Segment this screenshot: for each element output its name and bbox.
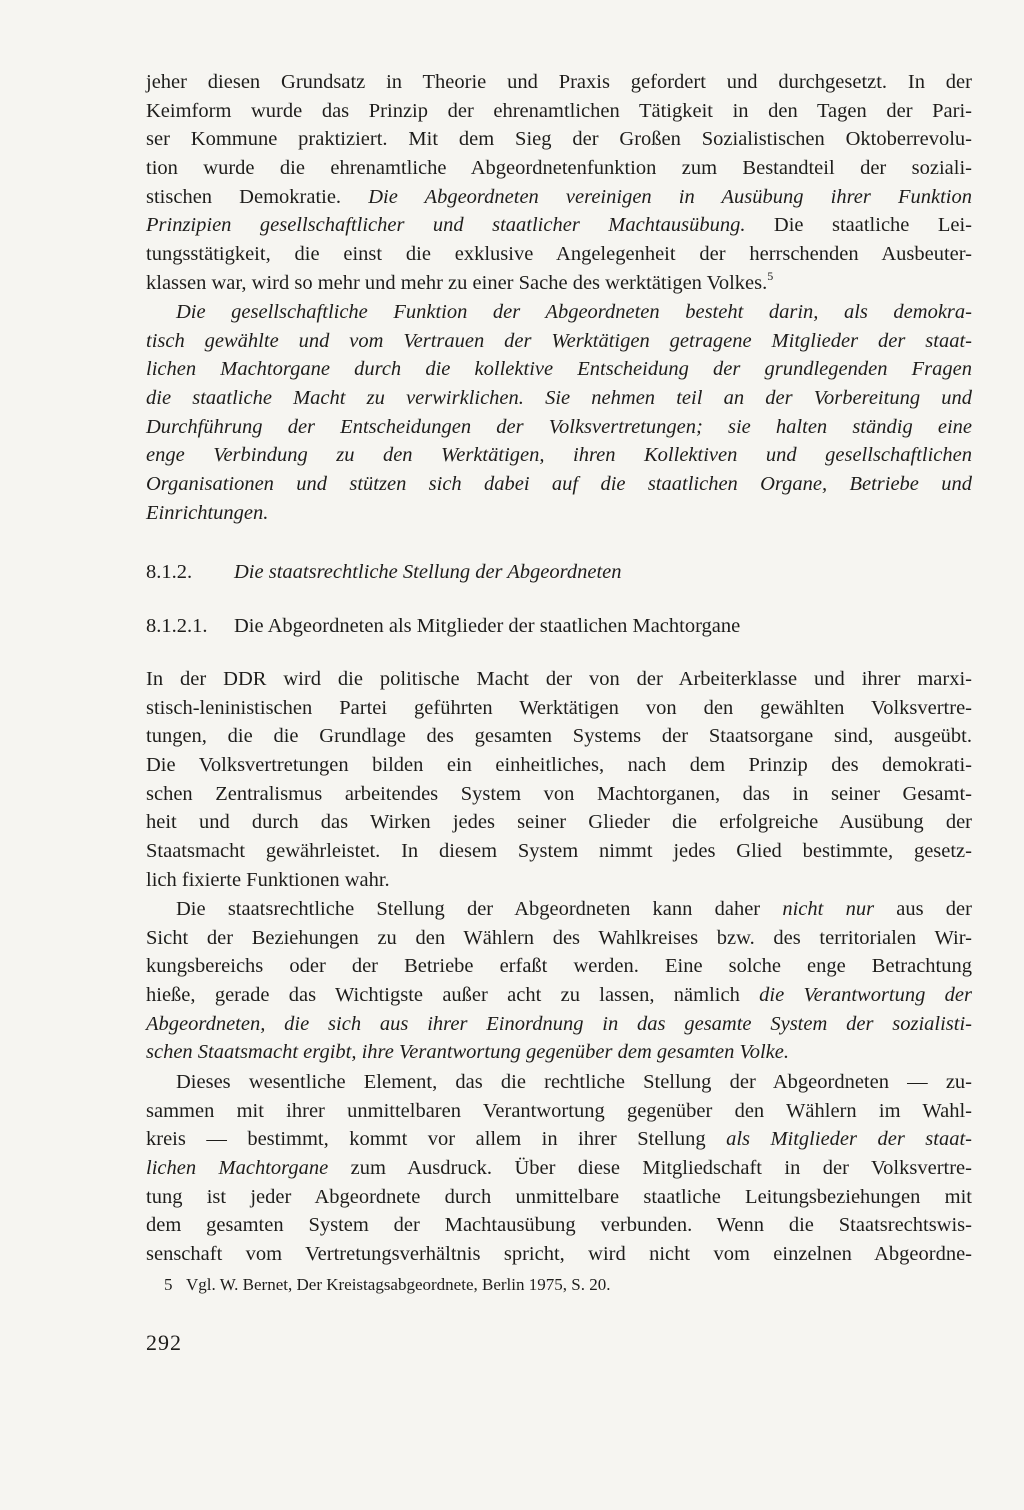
text-line: Einrichtungen. — [146, 501, 269, 524]
subsection-title: Die Abgeordneten als Mitglieder der staatlichen Machtorgane — [234, 615, 741, 637]
text-line: hieße, gerade das Wichtigste außer acht zu lassen, nämlich die Verantwortung der — [146, 984, 972, 1007]
paragraph-5 — [146, 1068, 972, 1269]
page-number: 292 — [146, 1330, 182, 1355]
text-line: Sicht der Beziehungen zu den Wählern des Wahlkreises bzw. des territorialen Wir- — [146, 926, 972, 949]
text-line: Die gesellschaftliche Funktion der Abgeordneten besteht darin, als demokra- — [176, 301, 972, 323]
section-title: Die staatsrechtliche Stellung der Abgeordneten — [234, 561, 622, 583]
text-line: Die staatsrechtliche Stellung der Abgeordneten kann daher nicht nur aus der — [176, 898, 972, 920]
paragraph-4 — [146, 895, 972, 1067]
text-line: In der DDR wird die politische Macht der von der Arbeiterklasse und ihrer marxi- — [146, 668, 972, 690]
text-line: enge Verbindung zu den Werktätigen, ihren Kollektiven und gesellschaftlichen — [146, 444, 972, 467]
footnote-text: Vgl. W. Bernet, Der Kreistagsabgeordnete, Berlin 1975, S. 20. — [186, 1275, 611, 1294]
footnote-number: 5 — [164, 1275, 173, 1294]
text-line: tung ist jeder Abgeordnete durch unmittelbare staatliche Leitungsbeziehungen mit — [146, 1185, 972, 1208]
text-line: kungsbereichs oder der Betriebe erfaßt werden. Eine solche enge Betrachtung — [146, 955, 972, 978]
text-line: stisch-leninistischen Partei geführten Werktätigen von den gewählten Volksvertre- — [146, 696, 972, 719]
text-line: sammen mit ihrer unmittelbaren Verantwortung gegenüber den Wählern im Wahl- — [146, 1099, 972, 1122]
text-line: tungen, die die Grundlage des gesamten Systems der Staatsorgane sind, ausgeübt. — [146, 725, 972, 748]
text-line: die staatliche Macht zu verwirklichen. Sie nehmen teil an der Vorbereitung und — [146, 387, 972, 410]
text-line: ser Kommune praktiziert. Mit dem Sieg der Großen Sozialistischen Oktoberrevolu- — [146, 128, 972, 151]
text-line: Dieses wesentliche Element, das die rechtliche Stellung der Abgeordneten — zu- — [176, 1071, 972, 1093]
text-line: Durchführung der Entscheidungen der Volksvertretungen; sie halten ständig eine — [146, 415, 972, 438]
text-line: dem gesamten System der Machtausübung verbunden. Wenn die Staatsrechtswis- — [146, 1214, 972, 1237]
text-line: schen Zentralismus arbeitendes System von Machtorganen, das in seiner Gesamt- — [146, 782, 972, 805]
text-line: kreis — bestimmt, kommt vor allem in ihrer Stellung als Mitglieder der staat- — [146, 1128, 972, 1151]
text-line: jeher diesen Grundsatz in Theorie und Praxis gefordert und durchgesetzt. In der — [146, 71, 972, 93]
text-line: klassen war, wird so mehr und mehr zu einer Sache des werktätigen Volkes.$^5$ — [146, 268, 774, 294]
text-line: lichen Machtorgane durch die kollektive Entscheidung der grundlegenden Fragen — [146, 358, 972, 381]
text-line: Keimform wurde das Prinzip der ehrenamtlichen Tätigkeit in den Tagen der Pari- — [146, 99, 972, 122]
text-line: Die Volksvertretungen bilden ein einheitliches, nach dem Prinzip des demokrati- — [146, 754, 972, 777]
footnote-reference: 5 — [767, 268, 774, 283]
paragraph-2 — [146, 298, 972, 528]
text-line: tungsstätigkeit, die einst die exklusive Angelegenheit der herrschenden Ausbeuter- — [146, 243, 972, 266]
paragraph-3 — [146, 665, 972, 895]
subsection-number: 8.1.2.1. — [146, 615, 208, 637]
text-line: lich fixierte Funktionen wahr. — [146, 868, 390, 891]
text-line: stischen Demokratie. Die Abgeordneten vereinigen in Ausübung ihrer Funktion — [146, 185, 973, 208]
subsection-heading — [146, 612, 740, 640]
text-line: Abgeordneten, die sich aus ihrer Einordnung in das gesamte System der sozialisti- — [146, 1012, 972, 1035]
section-heading — [146, 558, 622, 586]
text-line: Staatsmacht gewährleistet. In diesem System nimmt jedes Glied bestimmte, gesetz- — [146, 840, 972, 863]
paragraph-1 — [146, 68, 972, 298]
section-number: 8.1.2. — [146, 561, 193, 583]
text-line: lichen Machtorgane zum Ausdruck. Über diese Mitgliedschaft in der Volksvertre- — [146, 1157, 972, 1180]
text-line: heit und durch das Wirken jedes seiner Glieder die erfolgreiche Ausübung der — [146, 811, 972, 834]
text-line: tisch gewählte und vom Vertrauen der Werktätigen getragene Mitglieder der staat- — [146, 329, 972, 352]
text-line: tion wurde die ehrenamtliche Abgeordnetenfunktion zum Bestandteil der soziali- — [146, 157, 972, 180]
text-line: schen Staatsmacht ergibt, ihre Verantwortung gegenüber dem gesamten Volke. — [146, 1041, 789, 1064]
text-line: senschaft vom Vertretungsverhältnis spricht, wird nicht vom einzelnen Abgeordne- — [146, 1243, 972, 1266]
text-line: Organisationen und stützen sich dabei auf die staatlichen Organe, Betriebe und — [146, 473, 972, 496]
footnote — [164, 1275, 610, 1295]
text-line: Prinzipien gesellschaftlicher und staatlicher Machtausübung. Die staatliche Lei- — [146, 214, 972, 237]
